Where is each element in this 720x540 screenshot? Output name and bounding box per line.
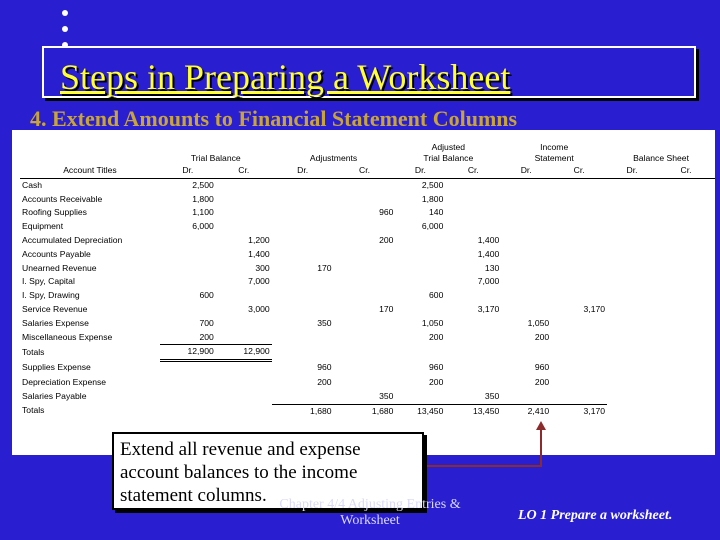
account-titles-header: Account Titles bbox=[20, 164, 160, 178]
adjusted-trial-balance-header: Trial Balance bbox=[423, 153, 474, 163]
account-title: Miscellaneous Expense bbox=[22, 331, 113, 342]
amount-cell: 200 bbox=[429, 331, 444, 342]
amount-cell: 960 bbox=[379, 207, 394, 218]
account-title: Salaries Expense bbox=[22, 317, 89, 328]
account-title: Totals bbox=[22, 405, 45, 416]
cr-header: Cr. bbox=[551, 164, 607, 178]
amount-cell: 200 bbox=[534, 331, 550, 342]
amount-cell: 12,900 bbox=[160, 345, 216, 361]
account-title: Salaries Payable bbox=[22, 391, 87, 401]
amount-cell: 2,410 bbox=[527, 405, 550, 416]
slide-subtitle: 4. Extend Amounts to Financial Statement Columns bbox=[30, 106, 518, 128]
amount-cell: 6,000 bbox=[421, 221, 444, 232]
amount-cell: 13,450 bbox=[417, 405, 444, 416]
amount-cell: 6,000 bbox=[192, 221, 214, 232]
amount-cell: 130 bbox=[484, 262, 500, 273]
amount-cell: 200 bbox=[379, 234, 394, 245]
amount-cell: 1,050 bbox=[421, 317, 444, 328]
amount-cell: 1,400 bbox=[248, 248, 270, 259]
amount-cell: 960 bbox=[317, 362, 332, 373]
amount-cell: 300 bbox=[255, 262, 270, 273]
amount-cell: 13,450 bbox=[472, 405, 500, 416]
amount-cell: 200 bbox=[317, 376, 332, 387]
amount-cell: 170 bbox=[379, 303, 394, 314]
cr-header: Cr. bbox=[216, 164, 272, 178]
account-title: Cash bbox=[22, 179, 43, 190]
balance-sheet-header: Balance Sheet bbox=[633, 153, 689, 163]
amount-cell: 700 bbox=[199, 317, 214, 328]
amount-cell: 3,170 bbox=[583, 303, 606, 314]
account-title: Equipment bbox=[22, 221, 64, 232]
amount-cell: 1,050 bbox=[527, 317, 550, 328]
account-title: Unearned Revenue bbox=[22, 262, 97, 273]
account-title: Roofing Supplies bbox=[22, 207, 87, 218]
amount-cell: 140 bbox=[429, 207, 444, 218]
amount-cell: 600 bbox=[199, 290, 214, 301]
dr-header: Dr. bbox=[501, 164, 551, 178]
amount-cell: 1,680 bbox=[310, 405, 332, 416]
learning-objective: LO 1 Prepare a worksheet. bbox=[518, 508, 673, 523]
amount-cell: 1,400 bbox=[477, 248, 500, 259]
income-statement-header: Statement bbox=[534, 153, 574, 163]
amount-cell: 2,500 bbox=[421, 179, 444, 190]
amount-cell: 200 bbox=[429, 376, 444, 387]
amount-cell: 1,400 bbox=[477, 234, 500, 245]
amount-cell: 350 bbox=[317, 317, 332, 328]
dr-header: Dr. bbox=[272, 164, 334, 178]
trial-balance-header: Trial Balance bbox=[190, 153, 241, 163]
amount-cell: 1,100 bbox=[192, 207, 214, 218]
amount-cell: 1,680 bbox=[371, 405, 394, 416]
adjustments-header: Adjustments bbox=[309, 153, 358, 163]
amount-cell: 960 bbox=[429, 362, 444, 373]
account-title: I. Spy, Capital bbox=[22, 276, 75, 287]
amount-cell: 3,170 bbox=[583, 405, 606, 416]
adjusted-header: Adjusted bbox=[431, 142, 466, 152]
amount-cell: 600 bbox=[429, 290, 444, 301]
amount-cell: 7,000 bbox=[248, 276, 270, 287]
income-header: Income bbox=[540, 142, 569, 152]
account-title: Depreciation Expense bbox=[22, 376, 107, 387]
dr-header: Dr. bbox=[607, 164, 657, 178]
amount-cell: 1,800 bbox=[421, 193, 444, 204]
callout-box: Extend all revenue and expense account balances to the income statement columns. bbox=[112, 432, 424, 510]
account-title: Accumulated Depreciation bbox=[22, 234, 123, 245]
dr-header: Dr. bbox=[395, 164, 445, 178]
amount-cell: 960 bbox=[534, 362, 550, 373]
amount-cell: 7,000 bbox=[477, 276, 500, 287]
account-title: Supplies Expense bbox=[22, 362, 91, 373]
amount-cell: 200 bbox=[160, 331, 216, 345]
cr-header: Cr. bbox=[334, 164, 396, 178]
dr-header: Dr. bbox=[160, 164, 216, 178]
cr-header: Cr. bbox=[657, 164, 715, 178]
amount-cell: 1,200 bbox=[248, 234, 270, 245]
footer-chapter: Chapter 4/4 Adjusting Entries & Worksheet bbox=[279, 497, 461, 528]
slide-title: Steps in Preparing a Worksheet bbox=[60, 57, 511, 97]
amount-cell: 1,800 bbox=[192, 193, 214, 204]
amount-cell: 12,900 bbox=[216, 345, 272, 361]
amount-cell: 350 bbox=[334, 390, 396, 404]
account-title: Service Revenue bbox=[22, 303, 88, 314]
account-title: Accounts Receivable bbox=[22, 193, 103, 204]
amount-cell: 3,170 bbox=[477, 303, 500, 314]
account-title: I. Spy, Drawing bbox=[22, 290, 80, 301]
amount-cell: 170 bbox=[317, 262, 332, 273]
amount-cell: 350 bbox=[445, 390, 501, 404]
cr-header: Cr. bbox=[445, 164, 501, 178]
account-title: Accounts Payable bbox=[22, 248, 91, 259]
amount-cell: 2,500 bbox=[192, 179, 214, 190]
account-title: Totals bbox=[22, 346, 45, 357]
amount-cell: 3,000 bbox=[248, 303, 270, 314]
amount-cell: 200 bbox=[534, 376, 550, 387]
